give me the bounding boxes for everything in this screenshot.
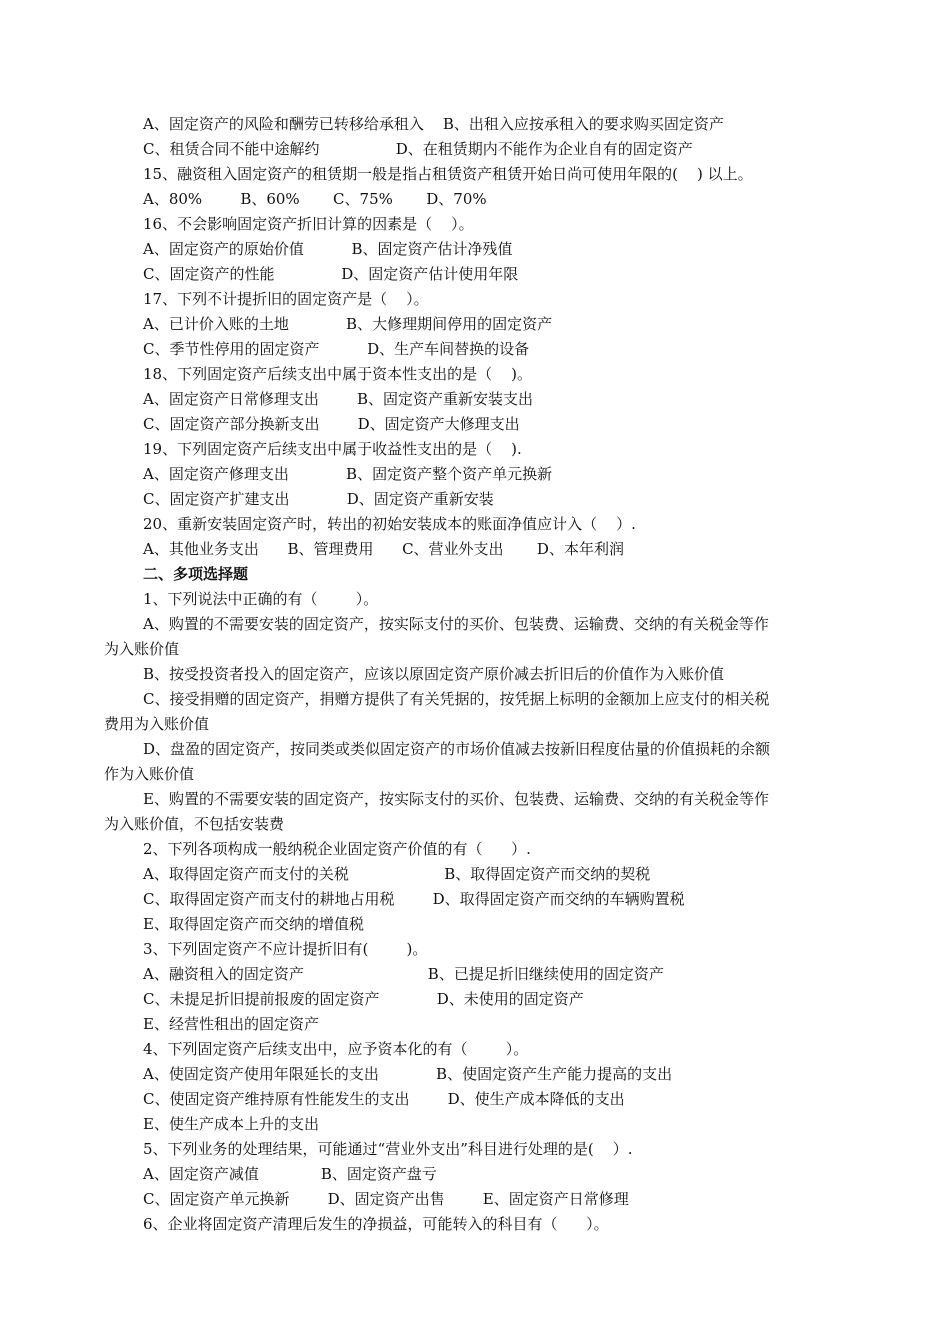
m5-options-ab: A、固定资产减值 B、固定资产盘亏: [143, 1165, 437, 1183]
q14-options-ab: A、固定资产的风险和酬劳已转移给承租入 B、出租入应按承租入的要求购买固定资产: [143, 115, 724, 133]
m5-options-cde: C、固定资产单元换新 D、固定资产出售 E、固定资产日常修理: [143, 1190, 629, 1208]
m1-option-e: E、购置的不需要安装的固定资产，按实际支付的买价、包装费、运输费、交纳的有关税金等作: [143, 790, 769, 808]
m1-stem: 1、下列说法中正确的有（ ）。: [143, 590, 379, 608]
m4-option-e: E、使生产成本上升的支出: [143, 1115, 319, 1133]
m1-option-b: B、按受投资者投入的固定资产，应该以原固定资产原价减去折旧后的价值作为入账价值: [143, 665, 725, 683]
q17-stem: 17、下列不计提折旧的固定资产是（ ）。: [143, 290, 429, 308]
m1-option-c-cont: 费用为入账价值: [104, 715, 210, 733]
q16-stem: 16、不会影响固定资产折旧计算的因素是（ ）。: [143, 215, 474, 233]
m3-stem: 3、下列固定资产不应计提折旧有( )。: [143, 940, 428, 958]
q18-options-cd: C、固定资产部分换新支出 D、固定资产大修理支出: [143, 415, 520, 433]
m1-option-a-cont: 为入账价值: [104, 640, 180, 658]
m6-stem: 6、企业将固定资产清理后发生的净损益，可能转入的科目有（ ）。: [143, 1215, 609, 1233]
m4-options-ab: A、使固定资产使用年限延长的支出 B、使固定资产生产能力提高的支出: [143, 1065, 673, 1083]
m4-stem: 4、下列固定资产后续支出中，应予资本化的有（ ）。: [143, 1040, 529, 1058]
q19-options-ab: A、固定资产修理支出 B、固定资产整个资产单元换新: [143, 465, 553, 483]
q16-options-cd: C、固定资产的性能 D、固定资产估计使用年限: [143, 265, 519, 283]
q19-options-cd: C、固定资产扩建支出 D、固定资产重新安装: [143, 490, 494, 508]
m4-options-cd: C、使固定资产维持原有性能发生的支出 D、使生产成本降低的支出: [143, 1090, 625, 1108]
q17-options-cd: C、季节性停用的固定资产 D、生产车间替换的设备: [143, 340, 530, 358]
m2-options-cd: C、取得固定资产而支付的耕地占用税 D、取得固定资产而交纳的车辆购置税: [143, 890, 685, 908]
section-heading-multi-choice: 二、多项选择题: [143, 565, 249, 583]
m1-option-d-cont: 作为入账价值: [104, 765, 195, 783]
q19-stem: 19、下列固定资产后续支出中属于收益性支出的是（ ).: [143, 440, 522, 458]
m2-options-ab: A、取得固定资产而支付的关税 B、取得固定资产而交纳的契税: [143, 865, 651, 883]
m1-option-c: C、接受捐赠的固定资产，捐赠方提供了有关凭据的，按凭据上标明的金额加上应支付的相关税: [143, 690, 770, 708]
q18-stem: 18、下列固定资产后续支出中属于资本性支出的是（ )。: [143, 365, 533, 383]
m2-stem: 2、下列各项构成一般纳税企业固定资产价值的有（ ）.: [143, 840, 531, 858]
q15-stem: 15、融资租入固定资产的租赁期一般是指占租赁资产租赁开始日尚可使用年限的( ) 以上。: [143, 165, 753, 183]
q20-stem: 20、重新安装固定资产时，转出的初始安装成本的账面净值应计入（ ）.: [143, 515, 636, 533]
m1-option-a: A、购置的不需要安装的固定资产，按实际支付的买价、包装费、运输费、交纳的有关税金等作: [143, 615, 769, 633]
q14-options-cd: C、租赁合同不能中途解约 D、在租赁期内不能作为企业自有的固定资产: [143, 140, 693, 158]
q17-options-ab: A、已计价入账的土地 B、大修理期间停用的固定资产: [143, 315, 553, 333]
m1-option-d: D、盘盈的固定资产，按同类或类似固定资产的市场价值减去按新旧程度估量的价值损耗的余额: [143, 740, 771, 758]
q15-options: A、80% B、60% C、75% D、70%: [143, 190, 487, 208]
m3-options-cd: C、未提足折旧提前报废的固定资产 D、未使用的固定资产: [143, 990, 584, 1008]
m3-option-e: E、经营性租出的固定资产: [143, 1015, 319, 1033]
q16-options-ab: A、固定资产的原始价值 B、固定资产估计净残值: [143, 240, 513, 258]
m2-option-e: E、取得固定资产而交纳的增值税: [143, 915, 364, 933]
q18-options-ab: A、固定资产日常修理支出 B、固定资产重新安装支出: [143, 390, 534, 408]
m5-stem: 5、下列业务的处理结果，可能通过“营业外支出”科目进行处理的是( ）.: [143, 1140, 633, 1158]
m3-options-ab: A、融资租入的固定资产 B、已提足折旧继续使用的固定资产: [143, 965, 664, 983]
m1-option-e-cont: 为入账价值，不包括安装费: [104, 815, 285, 833]
q20-options: A、其他业务支出 B、管理费用 C、营业外支出 D、本年利润: [143, 540, 624, 558]
